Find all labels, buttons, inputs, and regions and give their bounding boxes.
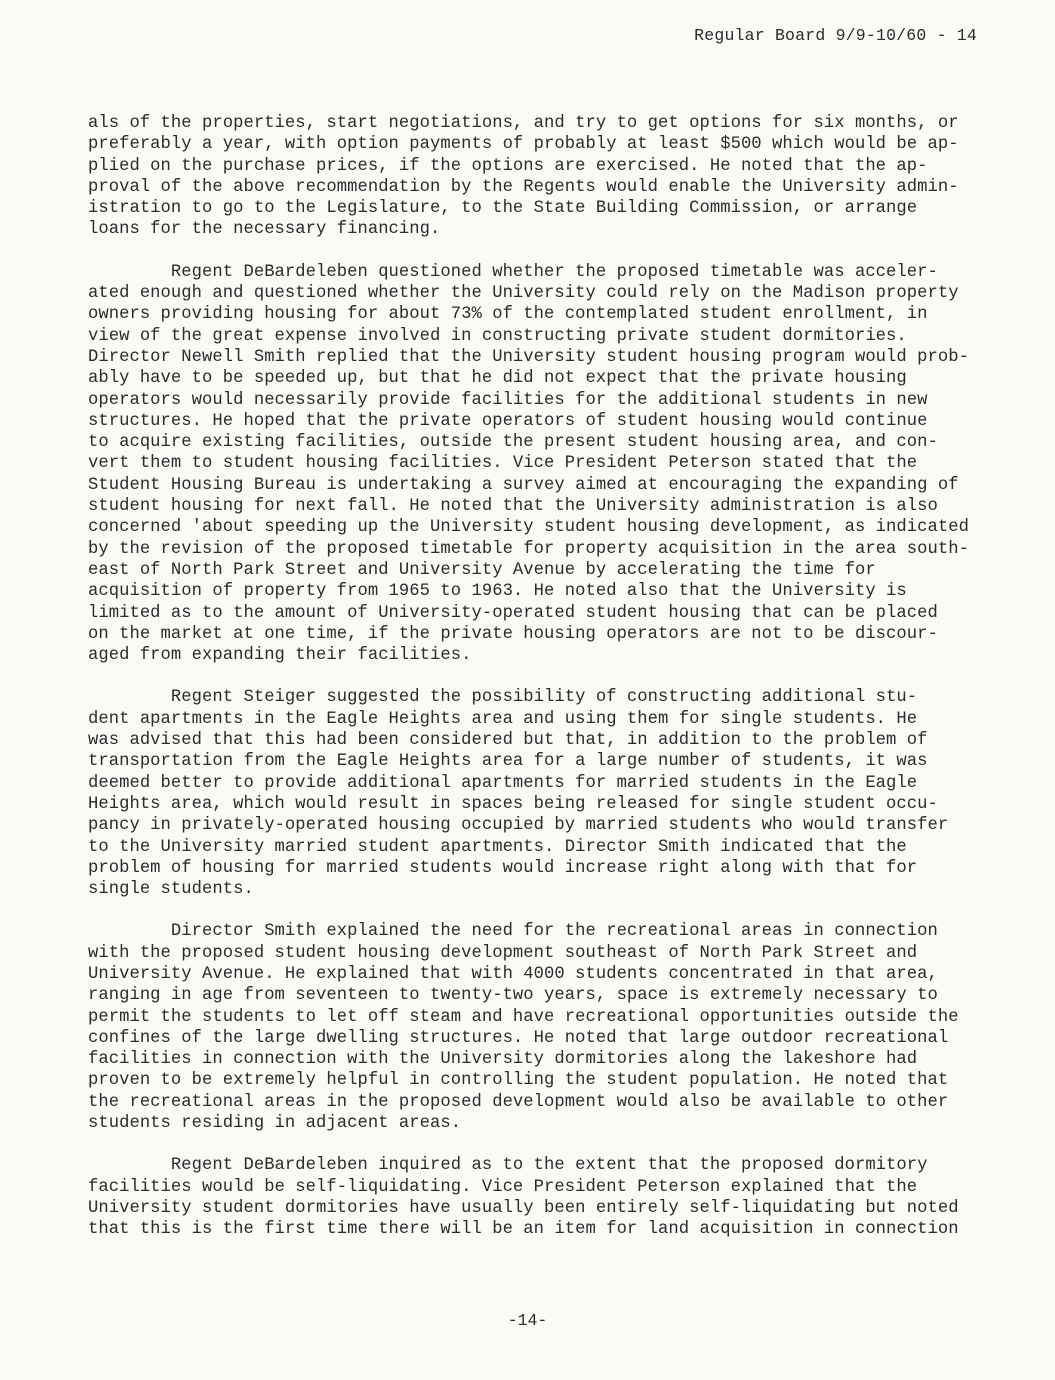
- paragraph-gap: [88, 241, 988, 262]
- text-line: structures. He hoped that the private operators of student housing would continue: [88, 411, 928, 431]
- text-line: ranging in age from seventeen to twenty-two years, space is extremely necessary to: [88, 986, 938, 1006]
- text-line: preferably a year, with option payments of probably at least $500 which would be ap-: [88, 135, 959, 155]
- text-line: facilities would be self-liquidating. Vice President Peterson explained that the: [88, 1177, 918, 1197]
- text-line: that this is the first time there will be an item for land acquisition in connection: [88, 1220, 959, 1240]
- text-line: plied on the purchase prices, if the options are exercised. He noted that the ap-: [88, 156, 928, 176]
- text-line: als of the properties, start negotiations, and try to get options for six months, or: [88, 114, 959, 133]
- text-line: students residing in adjacent areas.: [88, 1114, 462, 1134]
- text-line: transportation from the Eagle Heights area for a large number of students, it was: [88, 752, 928, 772]
- paragraph-gap: [88, 666, 988, 687]
- text-line: University Avenue. He explained that with 4000 students concentrated in that area,: [88, 964, 938, 984]
- paragraph: [88, 1155, 988, 1240]
- text-line: aged from expanding their facilities.: [88, 646, 472, 666]
- text-line: with the proposed student housing development southeast of North Park Street and: [88, 943, 918, 963]
- text-line: the recreational areas in the proposed development would also be available to other: [88, 1092, 949, 1112]
- running-header: Regular Board 9/9-10/60 - 14: [694, 26, 977, 45]
- text-line: owners providing housing for about 73% of the contemplated student enrollment, in: [88, 305, 928, 325]
- text-line: Director Newell Smith replied that the University student housing program would prob-: [88, 347, 969, 367]
- text-line: deemed better to provide additional apartments for married students in the Eagle: [88, 773, 918, 793]
- text-line: to the University married student apartments. Director Smith indicated that the: [88, 837, 907, 857]
- text-line: University student dormitories have usually been entirely self-liquidating but noted: [88, 1198, 959, 1218]
- text-line: Regent DeBardeleben inquired as to the extent that the proposed dormitory: [88, 1156, 928, 1176]
- page-number: -14-: [507, 1311, 548, 1330]
- text-line: confines of the large dwelling structures. He noted that large outdoor recreational: [88, 1028, 949, 1048]
- text-line: facilities in connection with the University dormitories along the lakeshore had: [88, 1050, 918, 1070]
- text-line: east of North Park Street and University Avenue by accelerating the time for: [88, 560, 876, 580]
- paragraph-gap: [88, 1134, 988, 1155]
- text-line: to acquire existing facilities, outside the present student housing area, and con-: [88, 433, 938, 453]
- text-line: Heights area, which would result in spaces being released for single student occu-: [88, 794, 938, 814]
- text-line: student housing for next fall. He noted that the University administration is also: [88, 497, 938, 517]
- paragraph: [88, 687, 988, 900]
- text-line: acquisition of property from 1965 to 1963. He noted also that the University is: [88, 582, 907, 602]
- text-line: pancy in privately-operated housing occupied by married students who would transfer: [88, 816, 949, 836]
- text-line: istration to go to the Legislature, to the State Building Commission, or arrange: [88, 199, 918, 219]
- text-line: vert them to student housing facilities. Vice President Peterson stated that the: [88, 454, 918, 474]
- paragraph: [88, 921, 988, 1134]
- text-line: loans for the necessary financing.: [88, 220, 441, 240]
- paragraph-gap: [88, 900, 988, 921]
- text-line: limited as to the amount of University-operated student housing that can be placed: [88, 603, 938, 623]
- text-line: was advised that this had been considered but that, in addition to the problem of: [88, 731, 928, 751]
- text-line: ated enough and questioned whether the University could rely on the Madison property: [88, 284, 959, 304]
- paragraph: [88, 113, 988, 241]
- text-line: proven to be extremely helpful in controlling the student population. He noted that: [88, 1071, 949, 1091]
- text-line: Director Smith explained the need for the recreational areas in connection: [88, 922, 938, 942]
- text-line: operators would necessarily provide facilities for the additional students in new: [88, 390, 928, 410]
- text-line: ably have to be speeded up, but that he did not expect that the private housing: [88, 369, 907, 389]
- text-line: Student Housing Bureau is undertaking a survey aimed at encouraging the expanding of: [88, 475, 959, 495]
- text-line: view of the great expense involved in constructing private student dormitories.: [88, 326, 907, 346]
- text-line: concerned 'about speeding up the University student housing development, as indicated: [88, 518, 969, 538]
- text-line: on the market at one time, if the private housing operators are not to be discour-: [88, 624, 938, 644]
- text-line: permit the students to let off steam and have recreational opportunities outside the: [88, 1007, 959, 1027]
- minutes-body: [88, 113, 988, 1241]
- text-line: dent apartments in the Eagle Heights area and using them for single students. He: [88, 709, 918, 729]
- text-line: by the revision of the proposed timetable for property acquisition in the area south-: [88, 539, 969, 559]
- text-line: problem of housing for married students would increase right along with that for: [88, 858, 918, 878]
- text-line: Regent Steiger suggested the possibility of constructing additional stu-: [88, 688, 918, 708]
- text-line: proval of the above recommendation by the Regents would enable the University admin-: [88, 177, 959, 197]
- paragraph: [88, 262, 988, 667]
- text-line: single students.: [88, 880, 254, 900]
- text-line: Regent DeBardeleben questioned whether the proposed timetable was acceler-: [88, 262, 938, 282]
